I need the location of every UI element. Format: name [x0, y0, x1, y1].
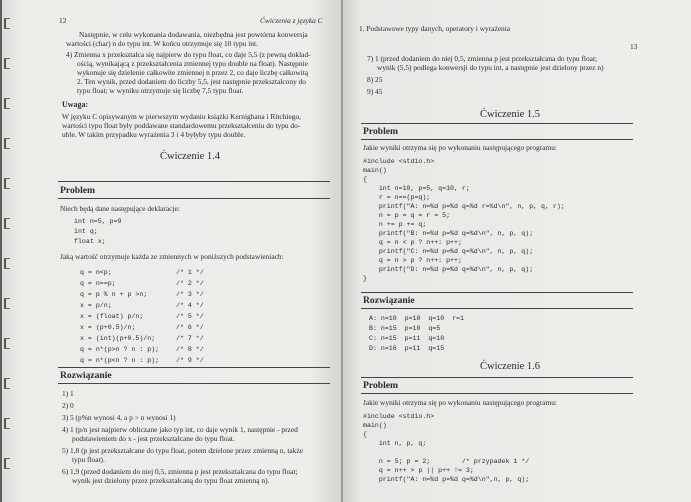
body-line: W języku C opisywanym w pierwszym wydaniu książki Kernighana i Ritchiego,	[62, 112, 301, 121]
code-line: q = p % n + p >n;	[80, 291, 148, 298]
code-line: r = n==(p=q);	[363, 194, 431, 201]
answer-line: 4) 1 (p/n jest najpierw obliczane jako typ int, co daje wynik 1, następnie - przed	[62, 425, 298, 434]
code-line: q = n*(p>n ? n : p);	[80, 346, 160, 353]
body-line: wykonuje się dzielenie całkowite zmiennej n przez 2, co daje liczbę całkowitą	[77, 68, 309, 77]
code-line: {	[363, 431, 367, 438]
body-line: Jakie wyniki otrzyma się po wykonaniu następującego programu:	[363, 143, 557, 152]
code-line: q = n<p;	[80, 269, 112, 276]
divider	[361, 139, 633, 140]
running-head: Ćwiczenia z języka C	[260, 16, 323, 25]
code-line: x = p/n;	[80, 302, 112, 309]
code-comment: /* 5 */	[176, 313, 204, 320]
note-title: Uwaga:	[62, 100, 89, 109]
divider	[58, 383, 330, 384]
binding-mark	[4, 378, 10, 389]
solution-title: Rozwiązanie	[363, 295, 415, 306]
code-line: printf("A: n=%d p=%d q=%d\n",n, p, q);	[363, 476, 530, 483]
answer-line: 8) 25	[367, 75, 383, 84]
code-line: x = (float) p/n;	[80, 313, 144, 320]
code-comment: /* 2 */	[176, 280, 204, 287]
result-line: B: n=15 p=10 q=5	[369, 325, 441, 332]
section-title: Ćwiczenie 1.6	[480, 361, 541, 372]
code-line: n += p += q;	[363, 221, 427, 228]
section-title: Ćwiczenie 1.5	[480, 109, 541, 120]
code-line: int n=5, p=9	[74, 218, 122, 225]
body-line: Następnie, w celu wykonania dodawania, niezbędna jest powtórna konwersja	[79, 30, 308, 39]
running-head: 1. Podstawowe typy danych, operatory i wyrażenia	[359, 24, 511, 33]
code-line: x = (p+0.5)/n;	[80, 324, 136, 331]
binding-mark	[4, 58, 10, 69]
result-line: C: n=15 p=11 q=10	[369, 335, 445, 342]
result-line: A: n=10 p=10 q=10 r=1	[369, 315, 464, 322]
body-line: Jaką wartość otrzymuje każda ze zmiennych w poniższych podstawieniach:	[60, 252, 284, 261]
answer-line: 1) 1	[62, 389, 74, 398]
answer-line: 3) 5 (p%n wynosi 4, a p > n wynosi 1)	[62, 413, 176, 422]
problem-title: Problem	[363, 380, 398, 391]
answer-line: podstawieniem do x - jest przekształcane do typu float.	[72, 434, 235, 443]
binding-mark	[4, 298, 10, 309]
binding-mark	[4, 18, 10, 29]
code-line: main()	[363, 422, 387, 429]
code-line: {	[363, 176, 367, 183]
code-line: printf("D: n=%d p=%d q=%d\n", n, p, q);	[363, 266, 534, 273]
problem-title: Problem	[363, 126, 398, 137]
answer-line: wynik jest dzielony przez przekształcaną do typu float zmienną n).	[72, 476, 270, 485]
divider	[58, 198, 330, 199]
code-comment: /* 1 */	[176, 269, 204, 276]
answer-line: 6) 1,9 (przed dodaniem do niej 0,5, zmienna p jest przekształcana do typu float;	[62, 467, 298, 476]
code-line: n = p = q = r = 5;	[363, 212, 451, 219]
divider	[361, 292, 633, 293]
code-line: printf("A: n=%d p=%d q=%d r=%d\n", n, p, q, r);	[363, 203, 565, 210]
code-line: main()	[363, 167, 387, 174]
divider	[361, 393, 633, 394]
code-line: q = n*(p<n ? n : p);	[80, 357, 160, 364]
right-page	[343, 0, 691, 502]
answer-line: wynik (5,5) podlega konwersji do typu int, a następnie jest dzielony przez n)	[377, 63, 604, 72]
answer-line: 7) 1 (przed dodaniem do niej 0,5, zmienna p jest przekształcana do typu float;	[367, 54, 598, 63]
divider	[361, 308, 633, 309]
left-page	[2, 0, 343, 502]
answer-line: typu float).	[72, 455, 105, 464]
binding-mark	[4, 258, 10, 269]
book-spread	[2, 0, 691, 502]
code-line: printf("C: n=%d p=%d q=%d\n", n, p, q);	[363, 248, 534, 255]
body-line: wartości (char) n do typu int. W końcu otrzymuje się 10 typu int.	[66, 39, 258, 48]
code-line: n = 5; p = 2; /* przypadek 1 */	[363, 458, 530, 465]
result-line: D: n=16 p=11 q=15	[369, 345, 445, 352]
code-comment: /* 7 */	[176, 335, 204, 342]
binding-mark	[4, 338, 10, 349]
answer-line: 9) 45	[367, 87, 383, 96]
binding-mark	[4, 458, 10, 469]
problem-title: Problem	[60, 185, 95, 196]
code-line: int n=10, p=5, q=10, r;	[363, 185, 470, 192]
body-line: Jakie wyniki otrzyma się po wykonaniu następującego programu:	[363, 398, 557, 407]
code-line: #include <stdio.h>	[363, 413, 435, 420]
body-line: ością, wynikającą z przekształcenia zmiennej typu double na float). Następnie	[77, 59, 308, 68]
body-line: Niech będą dane następujące deklaracje:	[60, 204, 180, 213]
binding-mark	[4, 98, 10, 109]
code-line: int q;	[74, 228, 98, 235]
body-line: typu float; w wyniku otrzymuje się liczbę 7,5 typu float.	[77, 86, 244, 95]
code-comment: /* 8 */	[176, 346, 204, 353]
divider	[361, 377, 633, 378]
code-comment: /* 3 */	[176, 291, 204, 298]
code-comment: /* 4 */	[176, 302, 204, 309]
code-line: float x;	[74, 238, 106, 245]
code-line: q = n < p ? n++: p++;	[363, 239, 462, 246]
solution-title: Rozwiązanie	[60, 370, 112, 381]
answer-line: 5) 1,8 (p jest przekształcane do typu float, potem dzielone przez zmienną n, także	[62, 446, 303, 455]
code-line: #include <stdio.h>	[363, 158, 435, 165]
code-line: q = n > p ? n++: p++;	[363, 257, 462, 264]
binding-mark	[4, 138, 10, 149]
code-line: int n, p, q;	[363, 440, 427, 447]
code-line: printf("B: n=%d p=%d q=%d\n", n, p, q);	[363, 230, 534, 237]
code-comment: /* 6 */	[176, 324, 204, 331]
page-number: 13	[630, 42, 638, 51]
divider	[58, 181, 330, 182]
binding-mark	[4, 218, 10, 229]
binding-mark	[4, 418, 10, 429]
body-line: uble. W takim przypadku wyrażenia 3 i 4 byłyby typu double.	[62, 130, 246, 139]
code-comment: /* 9 */	[176, 357, 204, 364]
code-line: x = (int)(p+0.5)/n;	[80, 335, 156, 342]
page-number: 12	[59, 16, 67, 25]
section-title: Ćwiczenie 1.4	[160, 151, 221, 162]
binding-mark	[4, 178, 10, 189]
code-line: q = n==p;	[80, 280, 116, 287]
code-line: }	[363, 275, 367, 282]
body-line: wartości typu float były poddawane standardowemu przekształceniu do typu do-	[62, 121, 301, 130]
body-line: 2. Ten wynik, przed dodaniem do liczby 5,5, jest następnie przekształcony do	[77, 77, 307, 86]
code-line: q = n++ > p || p++ != 3;	[363, 467, 474, 474]
divider	[361, 123, 633, 124]
answer-line: 2) 0	[62, 401, 74, 410]
divider	[58, 367, 330, 368]
body-line: 4) Zmienna x przekształca się najpierw do typu float, co daje 5,5 (z pewną doklad-	[66, 50, 311, 59]
